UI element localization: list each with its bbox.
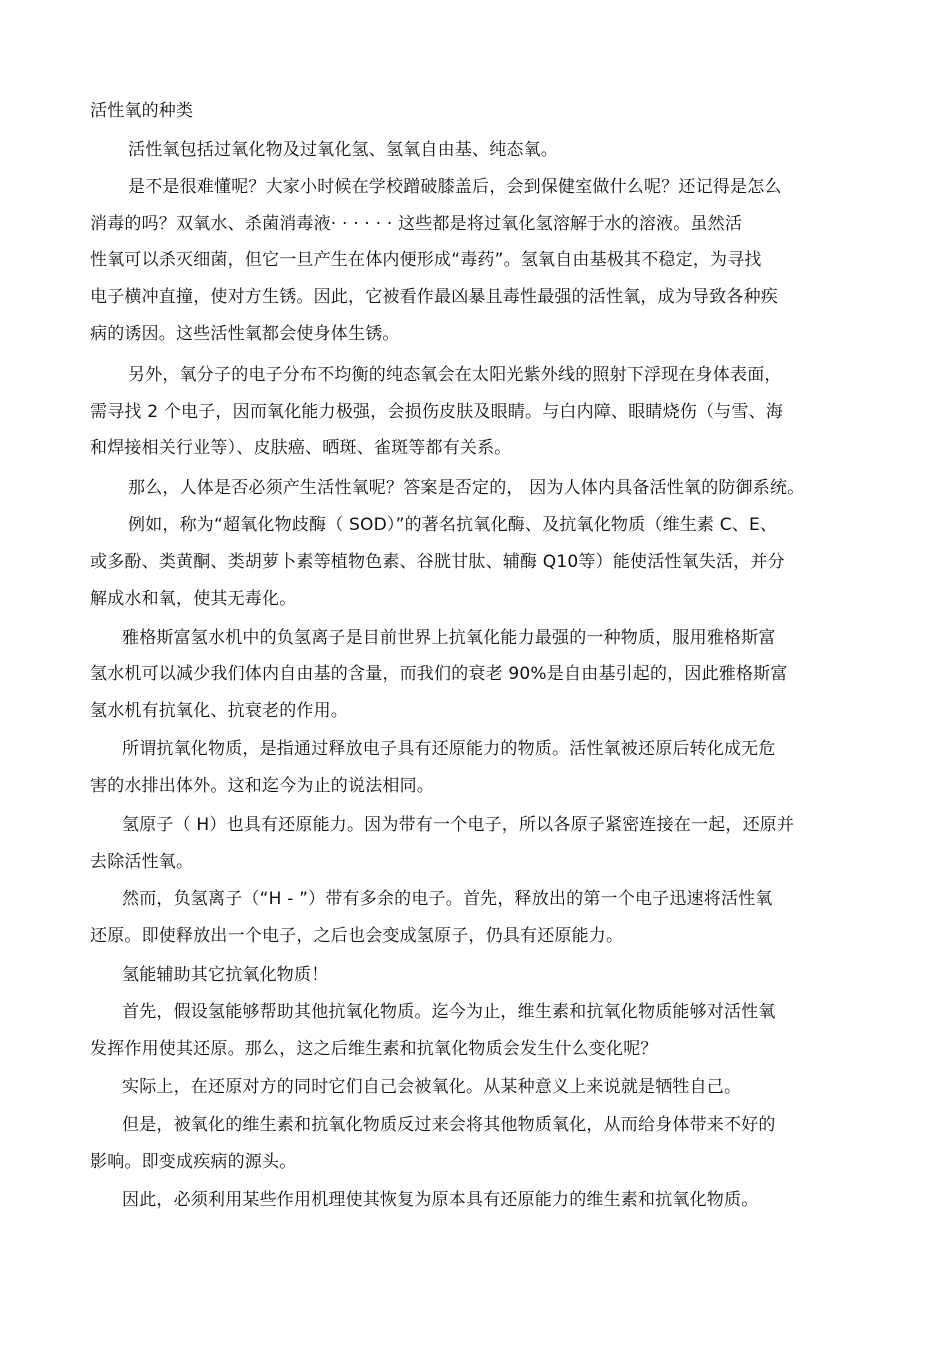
paragraph-line: 然而，负氢离子（“H - ”）带有多余的电子。首先，释放出的第一个电子迅速将活性氧 [122, 889, 773, 909]
paragraph-line: 另外，氧分子的电子分布不均衡的纯态氧会在太阳光紫外线的照射下浮现在身体表面， [128, 365, 782, 385]
paragraph-line: 雅格斯富氢水机中的负氢离子是目前世界上抗氧化能力最强的一种物质，服用雅格斯富 [122, 628, 776, 648]
paragraph-heading: 氢能辅助其它抗氧化物质！ [122, 965, 329, 985]
paragraph-line: 活性氧包括过氧化物及过氧化氢、氢氧自由基、纯态氧。 [128, 140, 558, 160]
paragraph-line: 但是，被氧化的维生素和抗氧化物质反过来会将其他物质氧化，从而给身体带来不好的 [122, 1115, 776, 1135]
paragraph-line: 氢水机可以减少我们体内自由基的含量，而我们的衰老 90%是自由基引起的，因此雅格斯富 [90, 664, 788, 684]
paragraph-line: 影响。即变成疾病的源头。 [90, 1152, 297, 1172]
paragraph-line: 发挥作用使其还原。那么，这之后维生素和抗氧化物质会发生什么变化呢？ [90, 1039, 658, 1059]
paragraph-line: 或多酚、类黄酮、类胡萝卜素等植物色素、谷胱甘肽、辅酶 Q10等）能使活性氧失活，并分 [90, 552, 785, 572]
paragraph-line: 性氧可以杀灭细菌，但它一旦产生在体内便形成“毒药”。氢氧自由基极其不稳定，为寻找 [90, 250, 762, 270]
paragraph-line: 病的诱因。这些活性氧都会使身体生锈。 [90, 324, 400, 344]
paragraph-line: 所谓抗氧化物质，是指通过释放电子具有还原能力的物质。活性氧被还原后转化成无危 [122, 739, 776, 759]
paragraph-line: 消毒的吗？双氧水、杀菌消毒液· · · · · · 这些都是将过氧化氢溶解于水的溶液。虽然活 [90, 214, 743, 234]
paragraph-line: 因此，必须利用某些作用机理使其恢复为原本具有还原能力的维生素和抗氧化物质。 [122, 1190, 759, 1210]
paragraph-line: 害的水排出体外。这和迄今为止的说法相同。 [90, 776, 434, 796]
paragraph-line: 实际上，在还原对方的同时它们自己会被氧化。从某种意义上来说就是牺牲自己。 [122, 1077, 742, 1097]
paragraph-line: 解成水和氧，使其无毒化。 [90, 589, 297, 609]
paragraph-line: 需寻找 2 个电子，因而氧化能力极强，会损伤皮肤及眼睛。与白内障、眼睛烧伤（与雪、海 [90, 402, 784, 422]
paragraph-line: 是不是很难懂呢？大家小时候在学校蹭破膝盖后，会到保健室做什么呢？还记得是怎么 [128, 177, 782, 197]
paragraph-line: 还原。即使释放出一个电子，之后也会变成氢原子，仍具有还原能力。 [90, 926, 624, 946]
document-title: 活性氧的种类 [90, 101, 194, 121]
paragraph-line: 首先，假设氢能够帮助其他抗氧化物质。迄今为止，维生素和抗氧化物质能够对活性氧 [122, 1002, 776, 1022]
paragraph-line: 电子横冲直撞，使对方生锈。因此，它被看作最凶暴且毒性最强的活性氧，成为导致各种疾 [90, 287, 778, 307]
paragraph-line: 那么，人体是否必须产生活性氧呢？答案是否定的， 因为人体内具备活性氧的防御系统。 [128, 478, 805, 498]
paragraph-line: 例如，称为“超氧化物歧酶（ SOD）”的著名抗氧化酶、及抗氧化物质（维生素 C、E、 [128, 515, 778, 535]
paragraph-line: 和焊接相关行业等）、皮肤癌、晒斑、雀斑等都有关系。 [90, 438, 512, 458]
paragraph-line: 氢原子（ H）也具有还原能力。因为带有一个电子，所以各原子紧密连接在一起，还原并 [122, 815, 795, 835]
paragraph-line: 去除活性氧。 [90, 852, 194, 872]
paragraph-line: 氢水机有抗氧化、抗衰老的作用。 [90, 701, 348, 721]
